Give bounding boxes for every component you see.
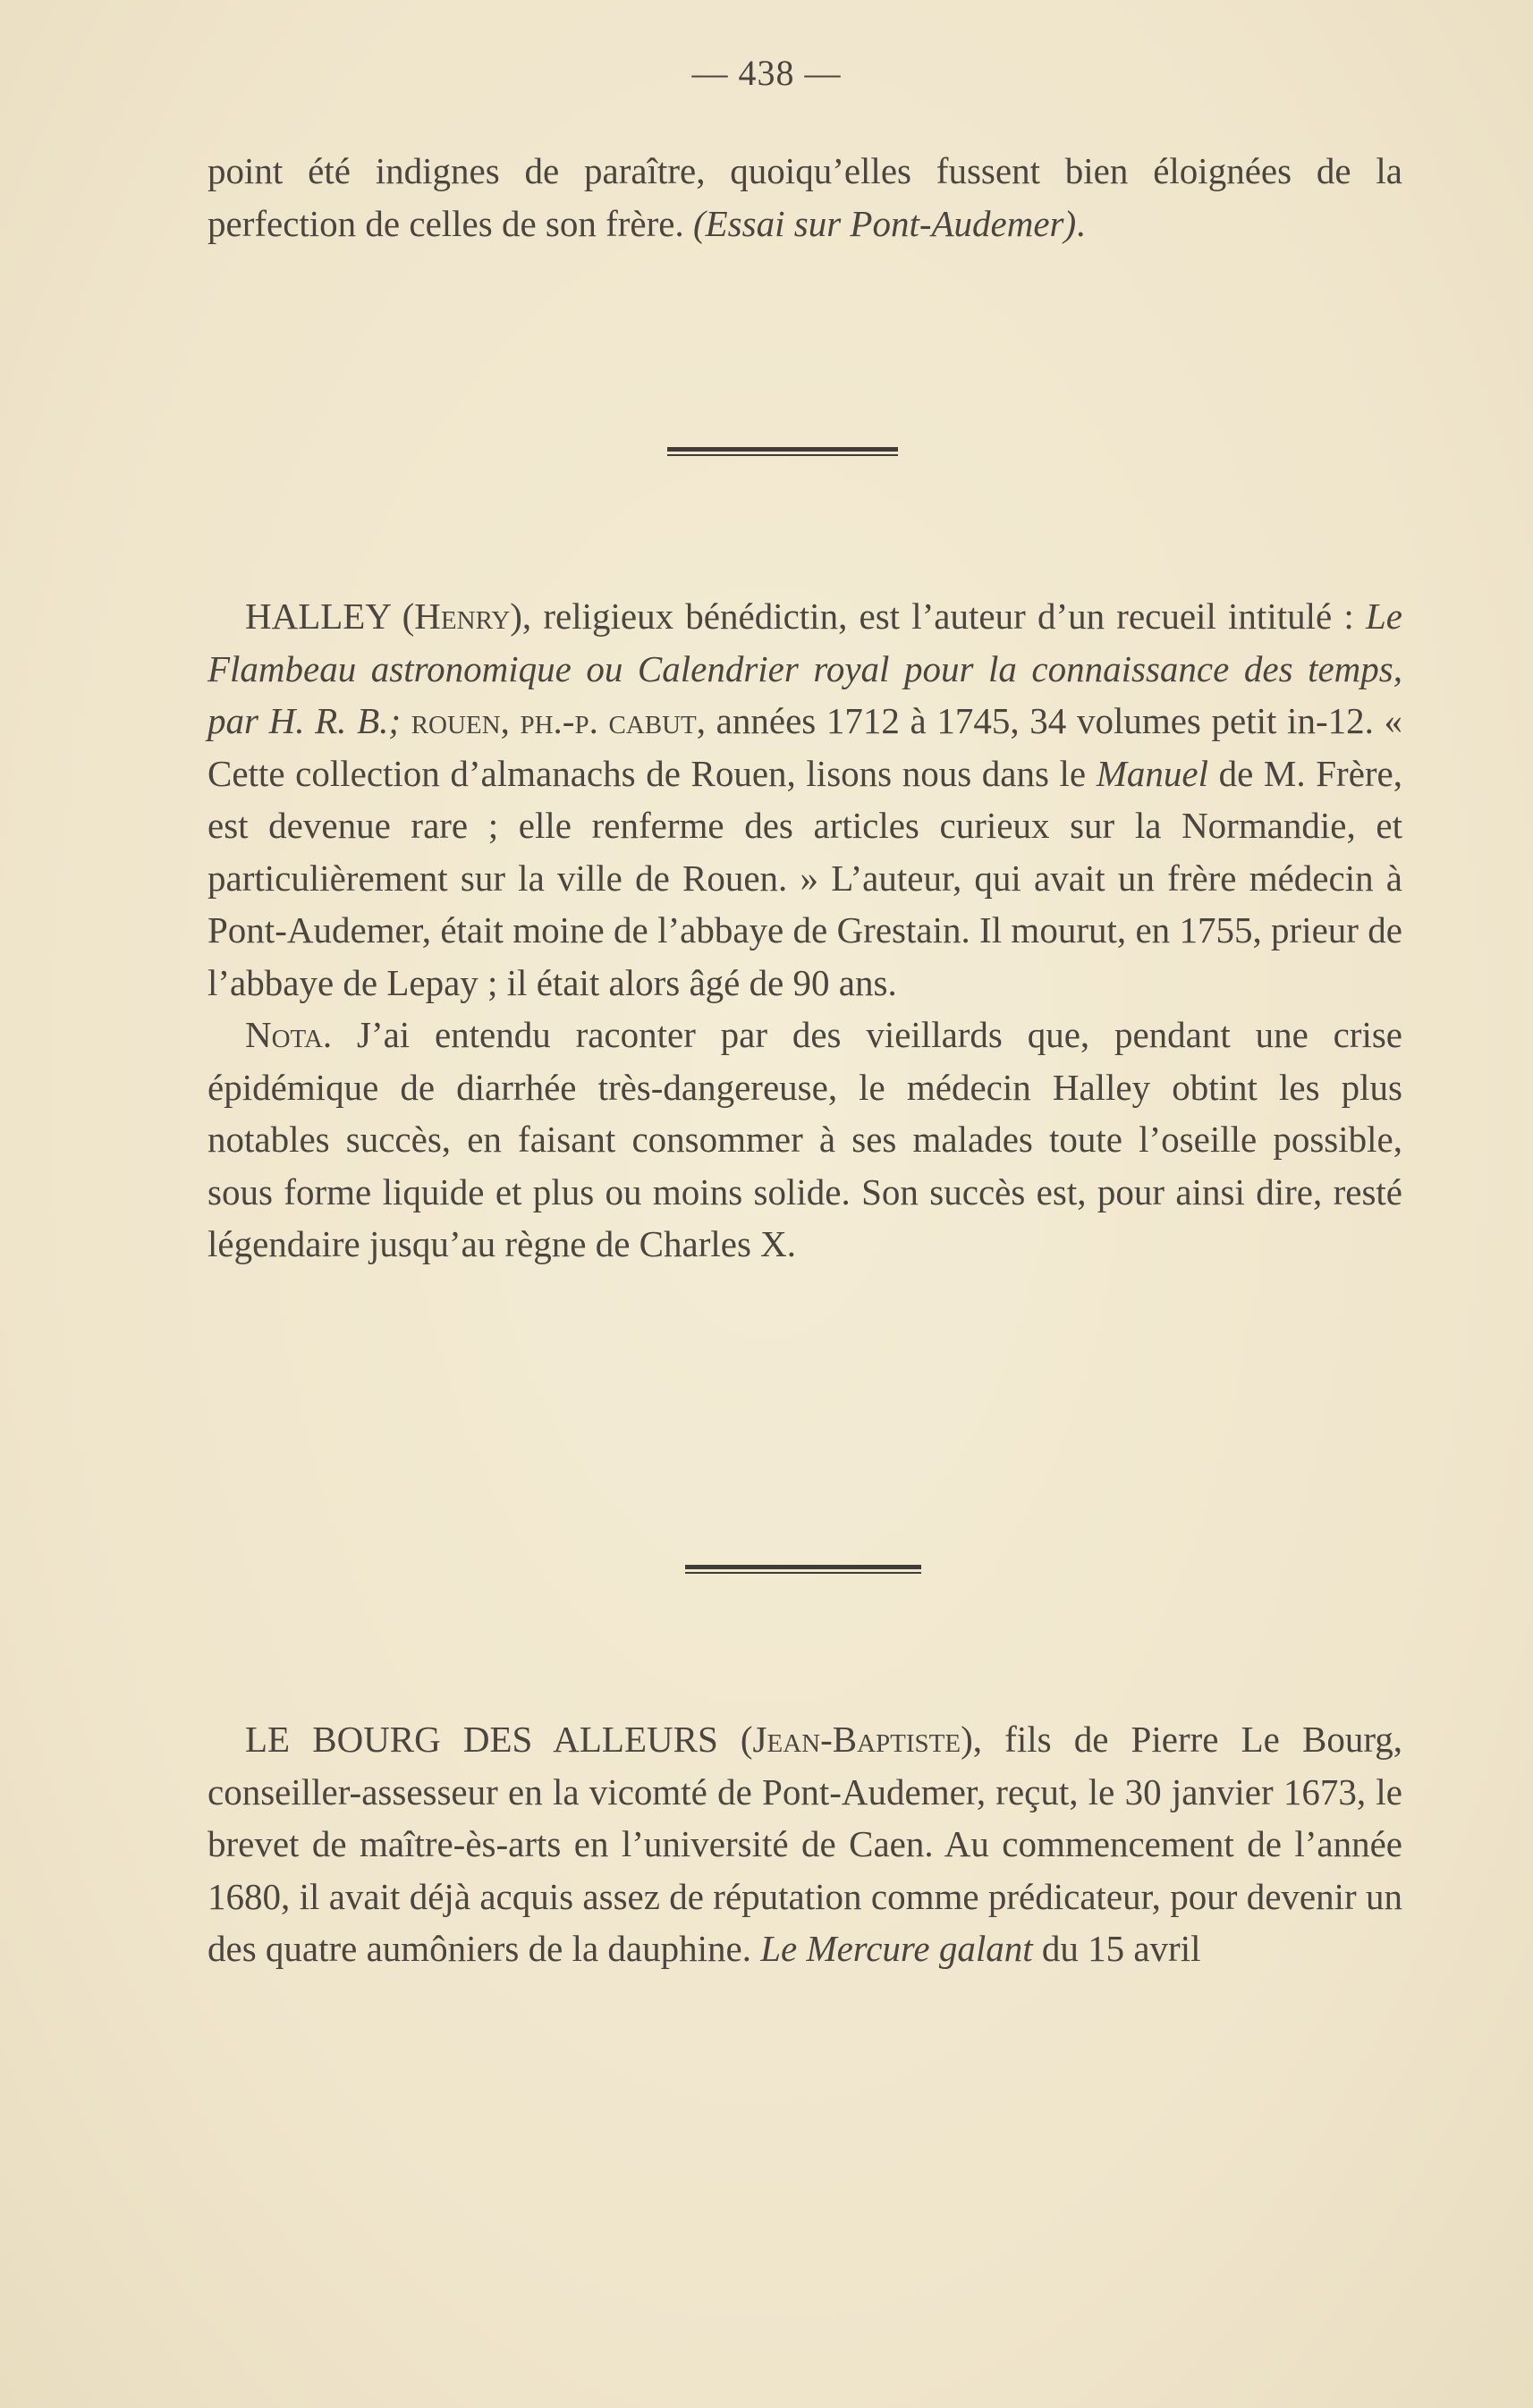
paragraph: LE BOURG DES ALLEURS (Jean-Baptiste), fils de Pierre Le Bourg, conseiller-assesseur en la vicomté de Pont-Audemer, reçut, le 30 janvier 1673, le brevet de maître-ès-arts en l’université de Caen. Au commencement de l’année 1680, il avait déjà acquis assez de réputation comme prédicateur, pour devenir un des quatre aumôniers de la dauphine. Le Mercure galant du 15 avril: [208, 1719, 1402, 1969]
manuel-title: Manuel: [1096, 752, 1208, 794]
entry-halley: [208, 590, 1402, 1271]
entry-name: HALLEY: [245, 596, 391, 637]
paragraph: point été indignes de paraître, quoiqu’elles fussent bien éloignées de la perfection de celles de son frère. (Essai sur Pont-Audemer).: [208, 150, 1402, 244]
page-number: — 438 —: [691, 53, 842, 93]
imprint: rouen, ph.-p. cabut: [411, 700, 697, 741]
book-title: Le Flambeau astronomique ou Calendrier royal pour la connaissance des temps, par H. R. B.;: [208, 596, 1402, 741]
source-reference: (Essai sur Pont-Audemer): [692, 202, 1077, 244]
entry-given-name: (Jean-Baptiste): [740, 1719, 973, 1760]
entry-le-bourg: [208, 1713, 1402, 1975]
nota-label: Nota: [245, 1014, 323, 1055]
mercure-title: Le Mercure galant: [760, 1928, 1033, 1969]
entry-name: LE BOURG DES ALLEURS: [245, 1719, 718, 1760]
paragraph: Nota. J’ai entendu raconter par des vieillards que, pendant une crise épidémique de diarrhée très-dangereuse, le médecin Halley obtint les plus notables succès, en faisant consommer à ses malades toute l’oseille possible, sous forme liquide et plus ou moins solide. Son succès est, pour ainsi dire, resté légendaire jusqu’au règne de Charles X.: [208, 1014, 1402, 1264]
paragraph: HALLEY (Henry), religieux bénédictin, est l’auteur d’un recueil intitulé : Le Flambeau astronomique ou Calendrier royal pour la connaissance des temps, par H. R. B.; rouen, ph.-p. cabut, années 1712 à 1745, 34 volumes petit in-12. « Cette collection d’almanachs de Rouen, lisons nous dans le Manuel de M. Frère, est devenue rare ; elle renferme des articles curieux sur la Normandie, et particulièrement sur la ville de Rouen. » L’auteur, qui avait un frère médecin à Pont-Audemer, était moine de l’abbaye de Grestain. Il mourut, en 1755, prieur de l’abbaye de Lepay ; il était alors âgé de 90 ans.: [208, 596, 1403, 1003]
text-block-continuation: [208, 145, 1402, 249]
entry-given-name: (Henry): [402, 596, 522, 637]
